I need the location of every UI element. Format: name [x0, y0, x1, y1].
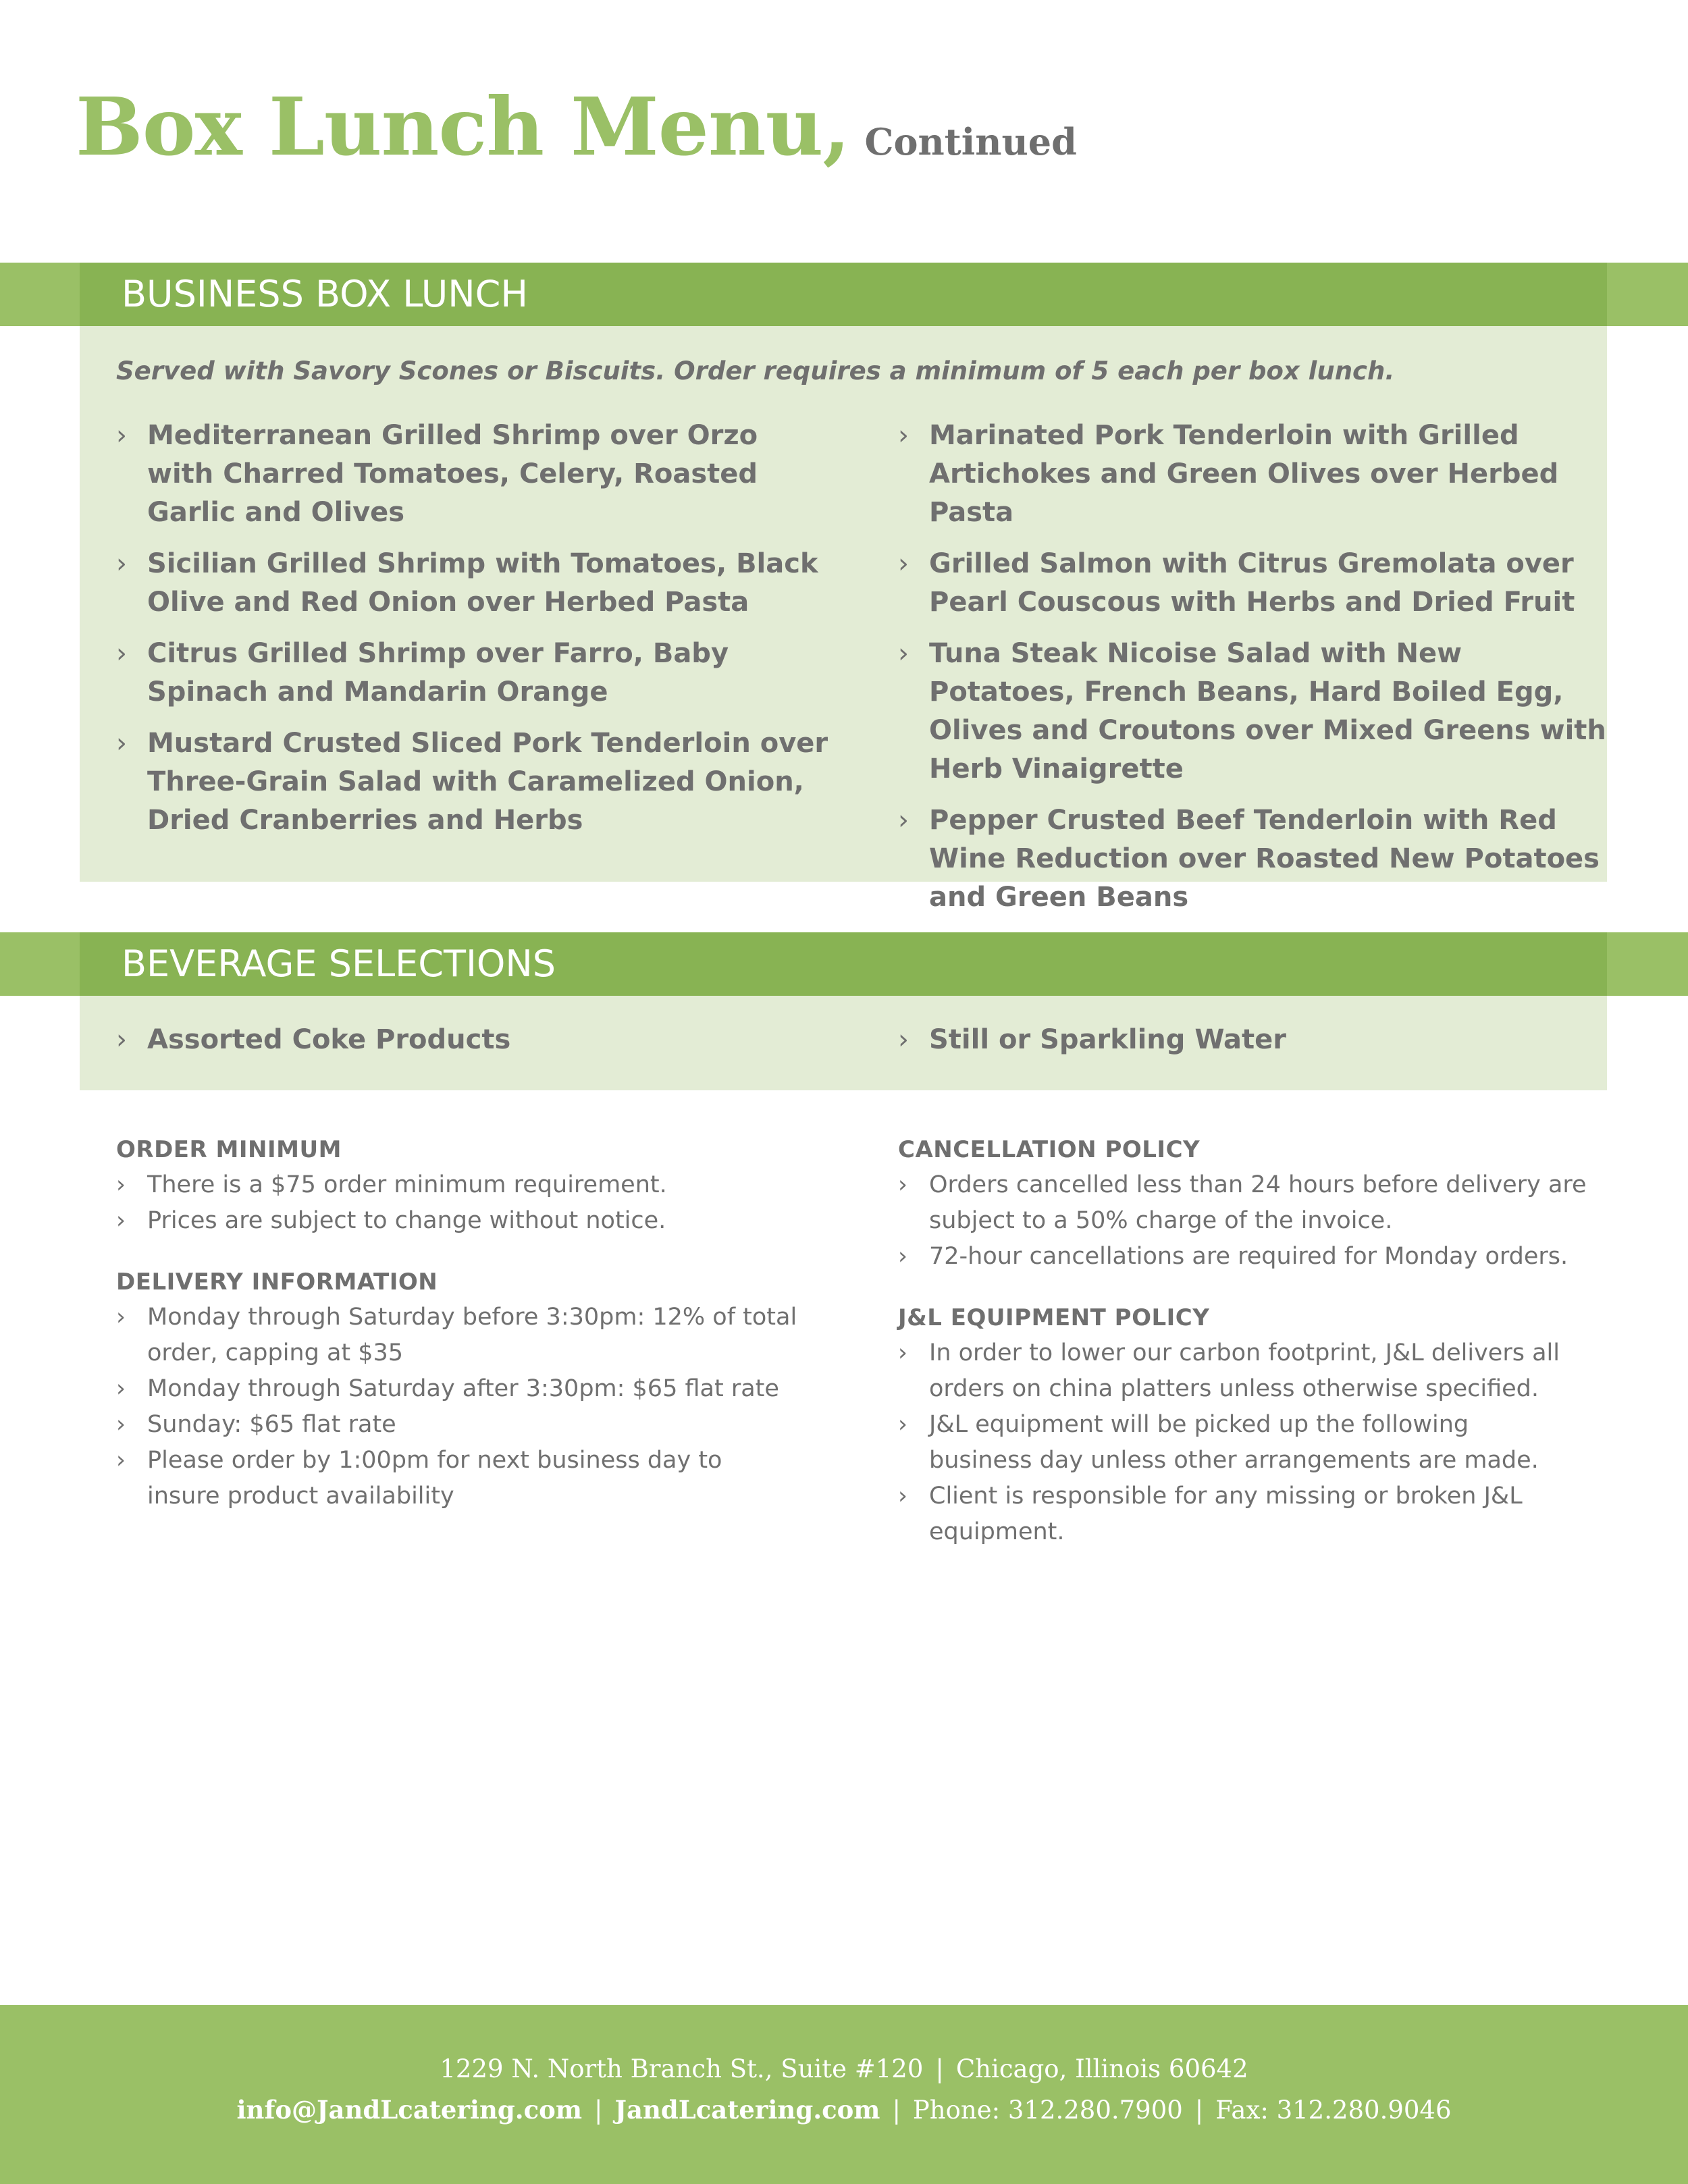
list-item: › Mustard Crusted Sliced Pork Tenderloin over Three-Grain Salad with Caramelized Onion, Dried Cranberries and Herbs — [116, 724, 832, 840]
footer-contact-line — [0, 2095, 1688, 2125]
list-item: › Prices are subject to change without notice. — [116, 1203, 832, 1239]
chevron-right-icon: › — [116, 1207, 126, 1234]
beverage-section-bar — [0, 932, 1688, 996]
footer — [0, 2005, 1688, 2184]
chevron-right-icon: › — [116, 1447, 126, 1474]
list-item: › Still or Sparkling Water — [898, 1021, 1286, 1059]
cancellation-heading: CANCELLATION POLICY — [898, 1136, 1201, 1163]
footer-address-line — [0, 2054, 1688, 2083]
business-list-right — [898, 417, 1607, 930]
list-item: › Sicilian Grilled Shrimp with Tomatoes, Black Olive and Red Onion over Herbed Pasta — [116, 545, 832, 622]
chevron-right-icon: › — [898, 1339, 907, 1366]
footer-website-link[interactable]: JandLcatering.com — [614, 2095, 880, 2125]
chevron-right-icon: › — [898, 1411, 907, 1438]
list-item: › Sunday: $65 flat rate — [116, 1407, 798, 1443]
footer-fax: Fax: 312.280.9046 — [1215, 2096, 1452, 2125]
order-minimum-list — [116, 1167, 832, 1239]
list-item: › In order to lower our carbon footprint, J&L delivers all orders on china platters unless otherwise specified. — [898, 1335, 1573, 1407]
chevron-right-icon: › — [116, 1375, 126, 1402]
chevron-right-icon: › — [898, 1483, 907, 1510]
footer-email-link[interactable]: info@JandLcatering.com — [236, 2095, 582, 2125]
footer-separator: | — [935, 2054, 944, 2083]
chevron-right-icon: › — [116, 548, 127, 579]
footer-phone: Phone: 312.280.7900 — [912, 2096, 1183, 2125]
chevron-right-icon: › — [898, 638, 909, 669]
chevron-right-icon: › — [116, 420, 127, 451]
chevron-right-icon: › — [116, 728, 127, 759]
beverage-heading: BEVERAGE SELECTIONS — [122, 942, 556, 985]
chevron-right-icon: › — [898, 548, 909, 579]
chevron-right-icon: › — [898, 420, 909, 451]
list-item: › Assorted Coke Products — [116, 1021, 510, 1059]
footer-address: 1229 N. North Branch St., Suite #120 — [440, 2054, 924, 2083]
footer-separator: | — [892, 2096, 901, 2125]
chevron-right-icon: › — [116, 1024, 127, 1055]
list-item: › Monday through Saturday before 3:30pm: 12% of total order, capping at $35 — [116, 1300, 798, 1371]
list-item: › J&L equipment will be picked up the following business day unless other arrangements are made. — [898, 1407, 1573, 1479]
list-item: › There is a $75 order minimum requirement. — [116, 1167, 832, 1203]
title-sub: Continued — [864, 120, 1077, 163]
chevron-right-icon: › — [116, 1411, 126, 1438]
footer-city: Chicago, Illinois 60642 — [955, 2054, 1248, 2083]
chevron-right-icon: › — [116, 1171, 126, 1198]
business-list-left — [116, 417, 832, 853]
list-item: › Marinated Pork Tenderloin with Grilled Artichokes and Green Olives over Herbed Pasta — [898, 417, 1607, 532]
page-title — [76, 80, 1077, 174]
list-item: › Please order by 1:00pm for next business day to insure product availability — [116, 1443, 798, 1514]
equipment-list — [898, 1335, 1573, 1550]
chevron-right-icon: › — [898, 1243, 907, 1270]
chevron-right-icon: › — [898, 1171, 907, 1198]
chevron-right-icon: › — [116, 1304, 126, 1331]
equipment-heading: J&L EQUIPMENT POLICY — [898, 1304, 1210, 1331]
list-item: › Grilled Salmon with Citrus Gremolata over Pearl Couscous with Herbs and Dried Fruit — [898, 545, 1607, 622]
list-item: › Citrus Grilled Shrimp over Farro, Baby Spinach and Mandarin Orange — [116, 635, 832, 712]
business-intro: Served with Savory Scones or Biscuits. Order requires a minimum of 5 each per box lunch. — [116, 356, 1395, 385]
delivery-heading: DELIVERY INFORMATION — [116, 1269, 438, 1296]
list-item: › 72-hour cancellations are required for Monday orders. — [898, 1239, 1600, 1275]
list-item: › Orders cancelled less than 24 hours before delivery are subject to a 50% charge of the invoice. — [898, 1167, 1600, 1239]
business-section-bar — [0, 263, 1688, 326]
title-main: Box Lunch Menu, — [76, 80, 850, 174]
list-item: › Mediterranean Grilled Shrimp over Orzo with Charred Tomatoes, Celery, Roasted Garlic and Olives — [116, 417, 832, 532]
footer-separator: | — [1194, 2096, 1204, 2125]
cancellation-list — [898, 1167, 1600, 1275]
list-item: › Monday through Saturday after 3:30pm: $65 flat rate — [116, 1371, 798, 1407]
footer-separator: | — [594, 2096, 603, 2125]
chevron-right-icon: › — [898, 1024, 909, 1055]
business-heading: BUSINESS BOX LUNCH — [122, 273, 528, 315]
chevron-right-icon: › — [898, 805, 909, 836]
delivery-list — [116, 1300, 798, 1514]
order-minimum-heading: ORDER MINIMUM — [116, 1136, 342, 1163]
list-item: › Tuna Steak Nicoise Salad with New Potatoes, French Beans, Hard Boiled Egg, Olives and Croutons over Mixed Greens with Herb Vinaigrette — [898, 635, 1607, 789]
list-item: › Client is responsible for any missing or broken J&L equipment. — [898, 1479, 1573, 1550]
list-item: › Pepper Crusted Beef Tenderloin with Red Wine Reduction over Roasted New Potatoes and Green Beans — [898, 801, 1607, 917]
chevron-right-icon: › — [116, 638, 127, 669]
